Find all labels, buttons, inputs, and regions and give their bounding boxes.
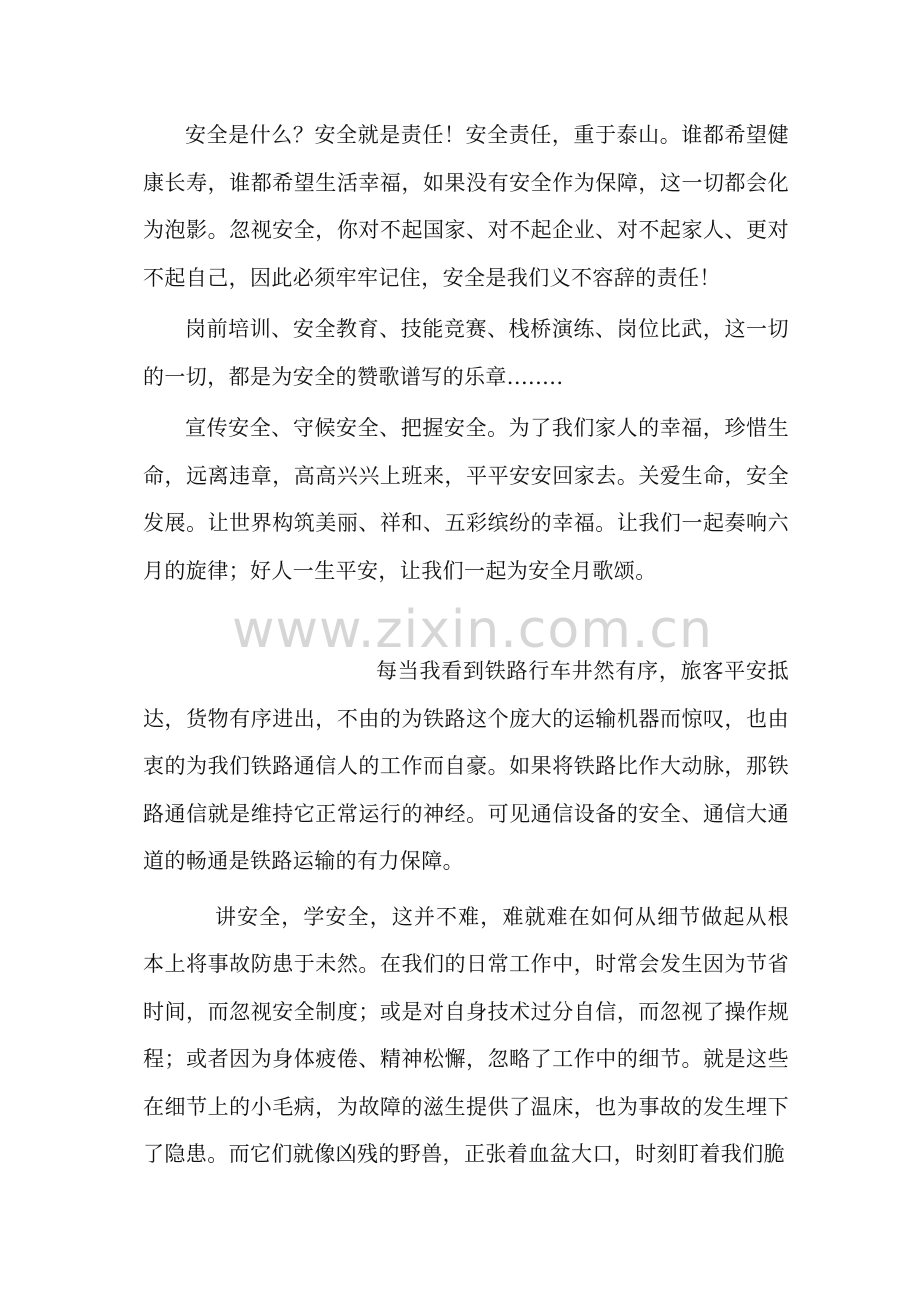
paragraph-railway-order: 每当我看到铁路行车井然有序，旅客平安抵达，货物有序进出，不由的为铁路这个庞大的运输机器而惊叹，也由衷的为我们铁路通信人的工作而自豪。如果将铁路比作大动脉，那铁路通信就是维持它正常运行的神经。可见通信设备的安全、通信大通道的畅通是铁路运输的有力保障。 [143, 659, 789, 873]
paragraph-promote-safety: 宣传安全、守候安全、把握安全。为了我们家人的幸福，珍惜生命，远离违章，高高兴兴上班来，平平安安回家去。关爱生命，安全发展。让世界构筑美丽、祥和、五彩缤纷的幸福。让我们一起奏响六月的旋律；好人一生平安，让我们一起为安全月歌颂。 [143, 416, 789, 583]
section-railway-communication [143, 648, 789, 1179]
paragraph-training: 岗前培训、安全教育、技能竞赛、栈桥演练、岗位比武，这一切的一切，都是为安全的赞歌谱写的乐章........ [143, 317, 789, 389]
paragraph-details-safety: 讲安全，学安全，这并不难，难就难在如何从细节做起从根本上将事故防患于未然。在我们的日常工作中，时常会发生因为节省时间，而忽视安全制度；或是对自身技术过分自信，而忽视了操作规程；或者因为身体疲倦、精神松懈，忽略了工作中的细节。就是这些在细节上的小毛病，为故障的滋生提供了温床，也为事故的发生埋下了隐患。而它们就像凶残的野兽，正张着血盆大口，时刻盯着我们脆 [143, 904, 789, 1166]
watermark-text: www.zixin.com.cn [232, 600, 713, 660]
section-safety-responsibility [143, 112, 789, 595]
paragraph-what-is-safety: 安全是什么？安全就是责任！安全责任，重于泰山。谁都希望健康长寿，谁都希望生活幸福，如果没有安全作为保障，这一切都会化为泡影。忽视安全，你对不起国家、对不起企业、对不起家人、更对不起自己，因此必须牢牢记住，安全是我们义不容辞的责任！ [143, 123, 789, 290]
